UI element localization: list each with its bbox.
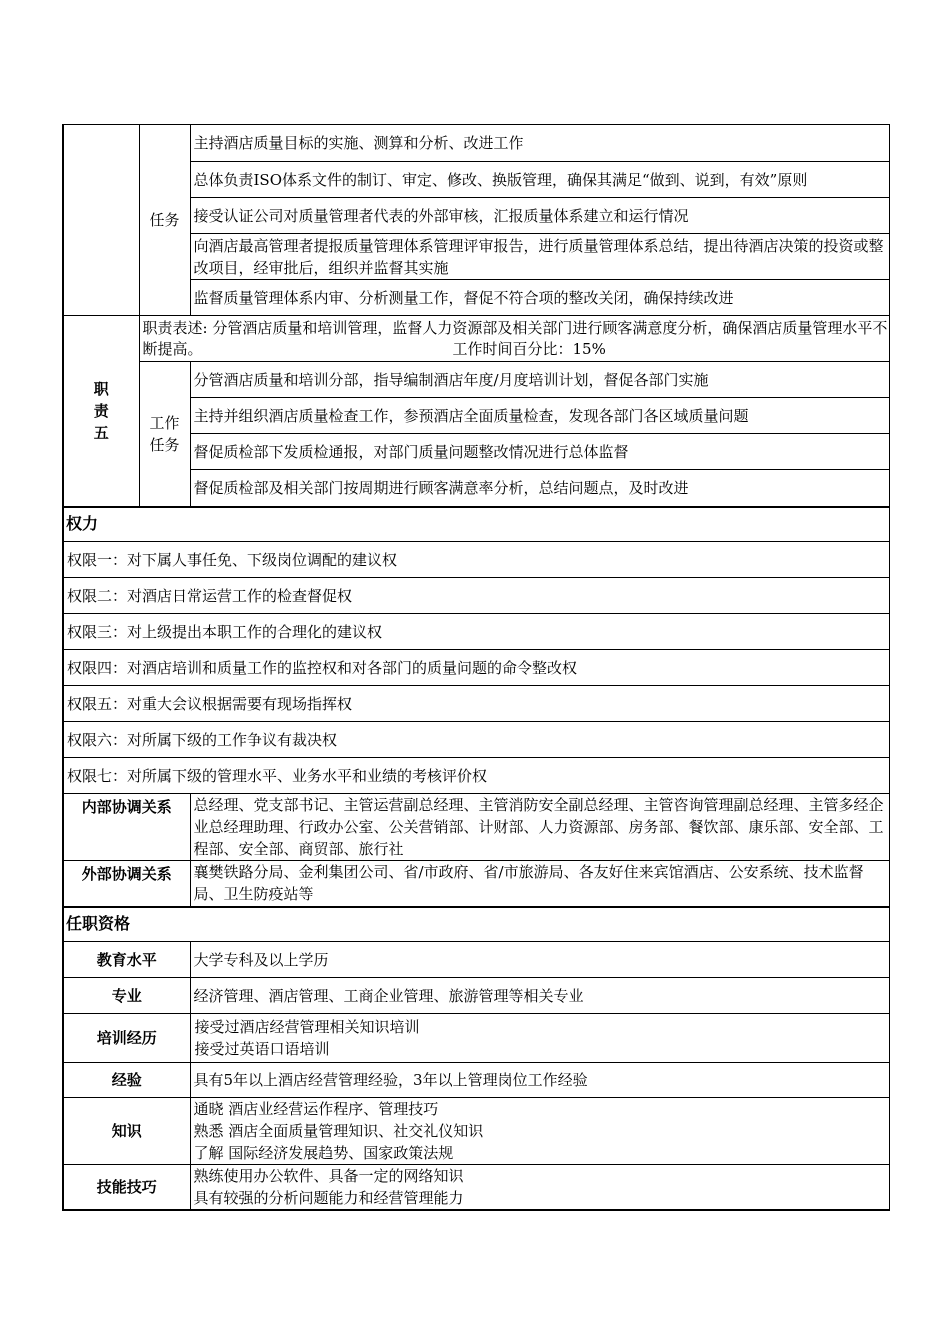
task-item: 监督质量管理体系内审、分析测量工作，督促不符合项的整改关闭，确保持续改进 (190, 280, 889, 316)
skills-value (190, 1165, 889, 1211)
skills-line: 熟练使用办公软件、具备一定的网络知识 (193, 1167, 464, 1185)
experience-value: 具有5年以上酒店经营管理经验，3年以上管理岗位工作经验 (190, 1063, 889, 1098)
task-item: 向酒店最高管理者提报质量管理体系管理评审报告，进行质量管理体系总结，提出待酒店决策的投资或整改项目，经审批后，组织并监督其实施 (190, 234, 889, 280)
task-row (63, 125, 889, 162)
experience-label: 经验 (63, 1063, 190, 1098)
major-value: 经济管理、酒店管理、工商企业管理、旅游管理等相关专业 (190, 978, 889, 1014)
authority-title: 权力 (63, 507, 889, 542)
duty5-task-item: 督促质检部及相关部门按周期进行顾客满意率分析，总结问题点，及时改进 (190, 470, 889, 507)
duty5-statement-row (63, 316, 889, 362)
major-row (63, 978, 889, 1014)
knowledge-value (190, 1098, 889, 1165)
duty5-task-item: 督促质检部下发质检通报，对部门质量问题整改情况进行总体监督 (190, 434, 889, 470)
task-item: 主持酒店质量目标的实施、测算和分析、改进工作 (190, 125, 889, 162)
training-label: 培训经历 (63, 1014, 190, 1063)
authority-row (63, 650, 889, 686)
external-relations-row (63, 861, 889, 907)
training-value (190, 1014, 889, 1063)
authority-item: 权限二：对酒店日常运营工作的检查督促权 (63, 578, 889, 614)
major-label: 专业 (63, 978, 190, 1014)
authority-item: 权限四：对酒店培训和质量工作的监控权和对各部门的质量问题的命令整改权 (63, 650, 889, 686)
duty5-label-char: 职 (93, 379, 109, 398)
qualification-title: 任职资格 (63, 907, 889, 942)
task-item: 接受认证公司对质量管理者代表的外部审核，汇报质量体系建立和运行情况 (190, 198, 889, 234)
training-row (63, 1014, 889, 1063)
duty5-task-item: 分管酒店质量和培训分部，指导编制酒店年度/月度培训计划，督促各部门实施 (190, 362, 889, 398)
authority-row (63, 722, 889, 758)
authority-row (63, 686, 889, 722)
knowledge-row (63, 1098, 889, 1165)
job-description-page (62, 124, 888, 1211)
knowledge-line: 通晓 酒店业经营运作程序、管理技巧 (193, 1100, 439, 1118)
training-line: 接受过英语口语培训 (194, 1040, 330, 1058)
internal-relations-value: 总经理、党支部书记、主管运营副总经理、主管消防安全副总经理、主管咨询管理副总经理、主管多经企业总经理助理、行政办公室、公关营销部、计财部、人力资源部、房务部、餐饮部、康乐部、安全部、工程部、安全部、商贸部、旅行社 (190, 794, 889, 861)
duty-left-empty (63, 125, 139, 316)
duty5-time-pct: 工作时间百分比：15% (452, 339, 606, 358)
task-item: 总体负责ISO体系文件的制订、审定、修改、换版管理，确保其满足“做到、说到，有效”原则 (190, 162, 889, 198)
internal-relations-label: 内部协调关系 (63, 794, 190, 861)
skills-label: 技能技巧 (63, 1165, 190, 1211)
authority-item: 权限一：对下属人事任免、下级岗位调配的建议权 (63, 542, 889, 578)
education-row (63, 942, 889, 978)
knowledge-label: 知识 (63, 1098, 190, 1165)
internal-relations-row (63, 794, 889, 861)
authority-row (63, 614, 889, 650)
authority-row (63, 758, 889, 794)
authority-item: 权限五：对重大会议根据需要有现场指挥权 (63, 686, 889, 722)
duty5-task-row (63, 362, 889, 398)
duty5-label-char: 五 (93, 423, 109, 442)
knowledge-line: 了解 国际经济发展趋势、国家政策法规 (193, 1144, 454, 1162)
education-label: 教育水平 (63, 942, 190, 978)
authority-item: 权限七：对所属下级的管理水平、业务水平和业绩的考核评价权 (63, 758, 889, 794)
skills-line: 具有较强的分析问题能力和经营管理能力 (193, 1189, 464, 1207)
authority-item: 权限六：对所属下级的工作争议有裁决权 (63, 722, 889, 758)
authority-row (63, 542, 889, 578)
authority-item: 权限三：对上级提出本职工作的合理化的建议权 (63, 614, 889, 650)
authority-row (63, 578, 889, 614)
education-value: 大学专科及以上学历 (190, 942, 889, 978)
duty5-statement: 职责表述: 分管酒店质量和培训管理，监督人力资源部及相关部门进行顾客满意度分析，确保酒店质量管理水平不断提高。 (142, 318, 888, 358)
duty5-label (63, 316, 139, 507)
duty5-task-label-line: 工作 (149, 413, 180, 432)
knowledge-line: 熟悉 酒店全面质量管理知识、社交礼仪知识 (193, 1122, 484, 1140)
duty5-label-char: 责 (93, 401, 109, 420)
task-label: 任务 (139, 125, 190, 316)
duty5-task-item: 主持并组织酒店质量检查工作，参预酒店全面质量检查，发现各部门各区域质量问题 (190, 398, 889, 434)
experience-row (63, 1063, 889, 1098)
duty5-task-label (139, 362, 190, 507)
job-description-table (62, 124, 890, 1211)
duty5-statement-cell (139, 316, 889, 362)
authority-header-row (63, 507, 889, 542)
skills-row (63, 1165, 889, 1211)
external-relations-label: 外部协调关系 (63, 861, 190, 907)
duty5-task-label-line: 任务 (149, 435, 180, 454)
external-relations-value: 襄樊铁路分局、金利集团公司、省/市政府、省/市旅游局、各友好住来宾馆酒店、公安系统、技术监督局、卫生防疫站等 (190, 861, 889, 907)
training-line: 接受过酒店经营管理相关知识培训 (194, 1018, 420, 1036)
qualification-header-row (63, 907, 889, 942)
